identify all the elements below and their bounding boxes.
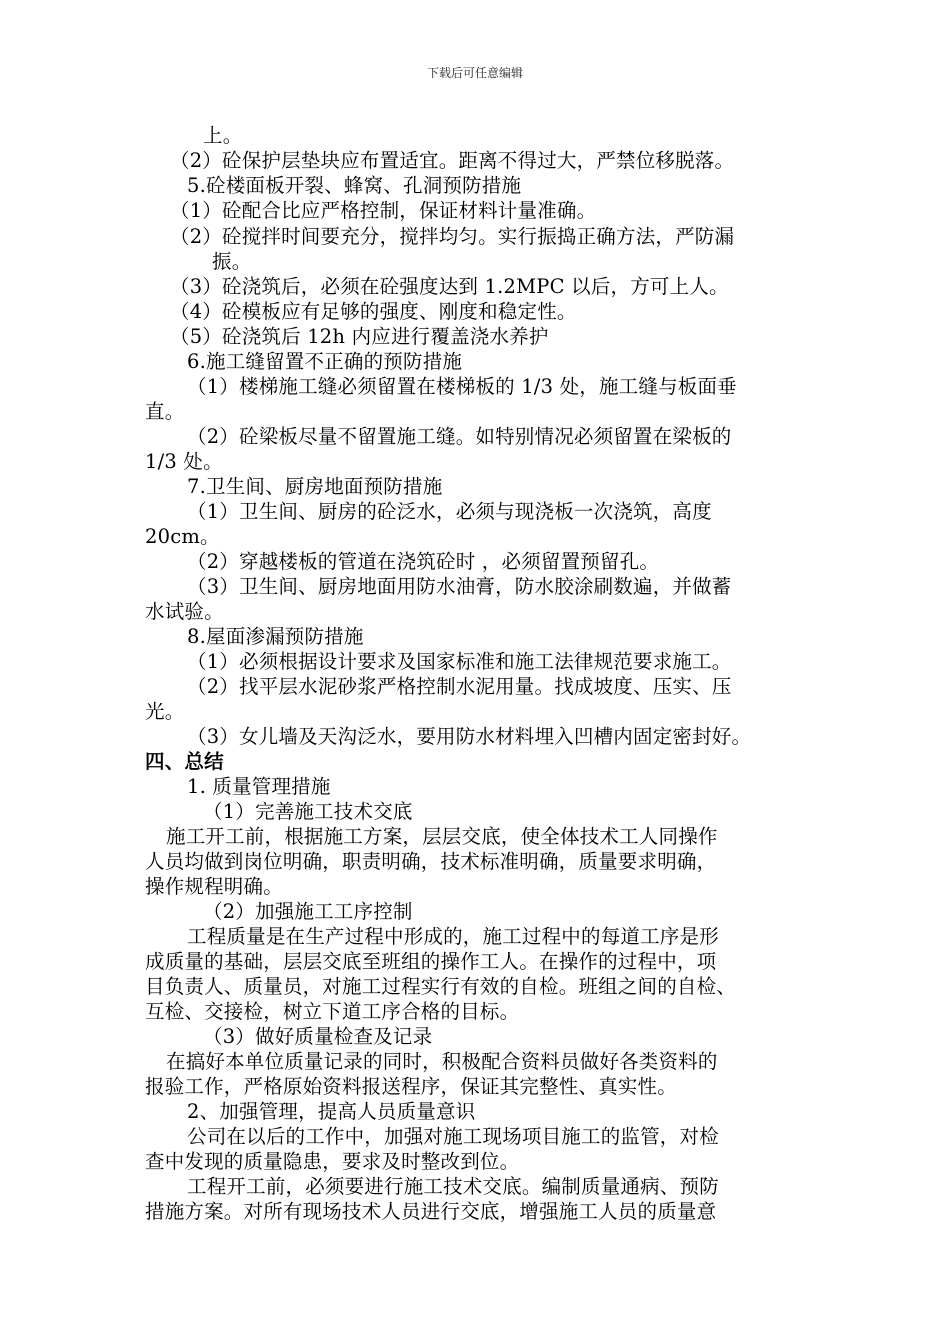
text-line: （3）女儿墙及天沟泛水，要用防水材料埋入凹槽内固定密封好。 bbox=[187, 725, 752, 748]
text-line: （2）穿越楼板的管道在浇筑砼时 ，必须留置预留孔。 bbox=[187, 550, 660, 573]
page-header: 下载后可任意编辑 bbox=[426, 66, 523, 80]
subsection-heading: （2）加强施工工序控制 bbox=[203, 900, 413, 923]
text-line: 互检、交接检，树立下道工序合格的目标。 bbox=[145, 1000, 520, 1023]
text-line: 振。 bbox=[212, 250, 252, 273]
text-line: 工程质量是在生产过程中形成的，施工过程中的每道工序是形 bbox=[187, 925, 719, 948]
section-heading: 1. 质量管理措施 bbox=[187, 775, 331, 798]
section-heading: 2、加强管理，提高人员质量意识 bbox=[187, 1100, 476, 1123]
text-line: 1/3 处。 bbox=[145, 450, 223, 473]
text-line: 报验工作，严格原始资料报送程序，保证其完整性、真实性。 bbox=[145, 1075, 677, 1098]
text-line: 光。 bbox=[145, 700, 185, 723]
text-line: 查中发现的质量隐患，要求及时整改到位。 bbox=[145, 1150, 520, 1173]
text-line: （2）砼梁板尽量不留置施工缝。如特别情况必须留置在梁板的 bbox=[187, 425, 732, 448]
text-line: 在搞好本单位质量记录的同时，积极配合资料员做好各类资料的 bbox=[166, 1050, 718, 1073]
text-line: 目负责人、质量员，对施工过程实行有效的自检。班组之间的自检、 bbox=[145, 975, 737, 998]
text-line: 措施方案。对所有现场技术人员进行交底，增强施工人员的质量意 bbox=[145, 1200, 717, 1223]
text-line: （1）砼配合比应严格控制，保证材料计量准确。 bbox=[170, 199, 597, 222]
text-line: （5）砼浇筑后 12h 内应进行覆盖浇水养护 bbox=[170, 325, 549, 348]
subsection-heading: （3）做好质量检查及记录 bbox=[203, 1025, 433, 1048]
section-heading: 8.屋面渗漏预防措施 bbox=[187, 625, 364, 648]
text-line: 直。 bbox=[145, 400, 185, 423]
subsection-heading: （1）完善施工技术交底 bbox=[203, 800, 413, 823]
text-line: 工程开工前，必须要进行施工技术交底。编制质量通病、预防 bbox=[187, 1175, 719, 1198]
text-line: （2）找平层水泥砂浆严格控制水泥用量。找成坡度、压实、压 bbox=[187, 675, 732, 698]
text-line: （3）砼浇筑后，必须在砼强度达到 1.2MPC 以后，方可上人。 bbox=[170, 275, 729, 298]
section-heading: 5.砼楼面板开裂、蜂窝、孔洞预防措施 bbox=[187, 174, 522, 197]
text-line: 水试验。 bbox=[145, 600, 224, 623]
text-line: （3）卫生间、厨房地面用防水油膏，防水胶涂刷数遍，并做蓄 bbox=[187, 575, 732, 598]
text-line: 操作规程明确。 bbox=[145, 875, 283, 898]
text-line: 上。 bbox=[203, 124, 243, 147]
section-heading: 6.施工缝留置不正确的预防措施 bbox=[187, 350, 463, 373]
text-line: （1）必须根据设计要求及国家标准和施工法律规范要求施工。 bbox=[187, 650, 732, 673]
text-line: （1）卫生间、厨房的砼泛水，必须与现浇板一次浇筑，高度 bbox=[187, 500, 712, 523]
text-line: 人员均做到岗位明确，职责明确，技术标准明确，质量要求明确， bbox=[145, 850, 717, 873]
chapter-heading: 四、总结 bbox=[145, 750, 224, 773]
text-line: 公司在以后的工作中，加强对施工现场项目施工的监管，对检 bbox=[187, 1125, 719, 1148]
section-heading: 7.卫生间、厨房地面预防措施 bbox=[187, 475, 443, 498]
text-line: （2）砼搅拌时间要充分，搅拌均匀。实行振捣正确方法，严防漏 bbox=[170, 225, 735, 248]
text-line: （2）砼保护层垫块应布置适宜。距离不得过大，严禁位移脱落。 bbox=[170, 149, 735, 172]
text-line: （1）楼梯施工缝必须留置在楼梯板的 1/3 处，施工缝与板面垂 bbox=[187, 375, 737, 398]
text-line: 成质量的基础，层层交底至班组的操作工人。在操作的过程中，项 bbox=[145, 950, 717, 973]
text-line: 20cm。 bbox=[145, 525, 220, 548]
text-line: 施工开工前，根据施工方案，层层交底，使全体技术工人同操作 bbox=[166, 825, 718, 848]
text-line: （4）砼模板应有足够的强度、刚度和稳定性。 bbox=[170, 300, 577, 323]
